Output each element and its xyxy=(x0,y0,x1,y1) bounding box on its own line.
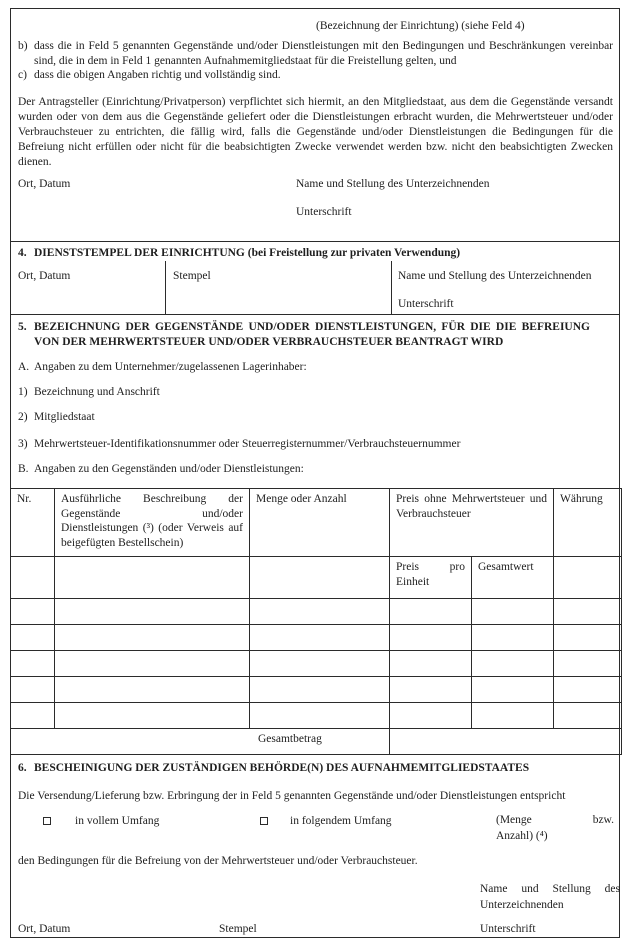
section4-name-stellung-label: Name und Stellung des Unterzeichnenden xyxy=(398,270,592,282)
menge-anzahl-line2: Anzahl) (⁴) xyxy=(496,829,548,842)
table-row xyxy=(11,625,622,651)
item-c-text: dass die obigen Angaben richtig und vollständig sind. xyxy=(34,69,281,81)
table-cell-empty xyxy=(554,557,622,599)
table-cell-empty xyxy=(11,677,55,703)
obligation-paragraph: Der Antragsteller (Einrichtung/Privatperson) verpflichtet sich hiermit, an den Mitgliedstaat, aus dem die Gegenstände versandt wurden oder von dem aus die Gegenstände geliefert oder die Dienstleistungen erbracht wurden, die Mehrwertsteuer und/oder Verbrauchsteuer zu entrichten, die fällig wird, falls die Gegenstände und/oder Dienstleistungen die Bedingungen für die Befreiung nicht erfüllen oder nicht für die beabsichtigten Zwecke verwendet werden bzw. nicht den beabsichtigten Zwecken dienen. xyxy=(18,96,613,168)
table-row xyxy=(11,703,622,729)
institution-designation-label: (Bezeichnung der Einrichtung) (siehe Feld 4) xyxy=(316,20,525,32)
item-2-text: Mitgliedstaat xyxy=(34,411,95,423)
section4-col-divider-2 xyxy=(391,261,392,314)
table-total-row xyxy=(11,729,622,755)
declaration-item-c xyxy=(18,68,613,83)
table-cell-empty xyxy=(250,703,390,729)
table-cell-empty xyxy=(55,677,250,703)
col-header-beschreibung: Ausführliche Beschreibung der Gegenstände und/oder Dienstleistungen (³) (oder Verweis auf beigefügten Bestellschein) xyxy=(55,489,250,557)
item-a-text: Angaben zu dem Unternehmer/zugelassenen Lagerinhaber: xyxy=(34,361,307,373)
item-b-marker: b) xyxy=(18,40,28,52)
item-3-text: Mehrwertsteuer-Identifikationsnummer oder Steuerregisternummer/Verbrauchsteuernummer xyxy=(34,438,461,450)
item-1-marker: 1) xyxy=(18,386,28,398)
table-cell-empty xyxy=(554,625,622,651)
section4-col-divider-1 xyxy=(165,261,166,314)
item-1-text: Bezeichnung und Anschrift xyxy=(34,386,160,398)
item-2-marker: 2) xyxy=(18,411,28,423)
section6-ort-datum-label: Ort, Datum xyxy=(18,923,71,935)
table-cell-empty xyxy=(250,557,390,599)
table-subheader-row xyxy=(11,557,622,599)
table-cell-empty xyxy=(250,651,390,677)
table-header-row xyxy=(11,489,622,557)
col-header-preis-einheit: Preis pro Einheit xyxy=(390,557,472,599)
table-cell-empty xyxy=(250,677,390,703)
col-header-nr: Nr. xyxy=(11,489,55,557)
section4-unterschrift-label: Unterschrift xyxy=(398,298,454,310)
section5-item-2 xyxy=(18,410,613,425)
goods-services-table xyxy=(10,488,622,755)
table-cell-empty xyxy=(554,677,622,703)
section6-heading xyxy=(18,761,613,776)
table-cell-empty xyxy=(55,557,250,599)
col-header-preis: Preis ohne Mehrwertsteuer und Verbrauchsteuer xyxy=(390,489,554,557)
table-cell-empty xyxy=(472,677,554,703)
table-cell-empty xyxy=(11,651,55,677)
top-name-stellung-label: Name und Stellung des Unterzeichnenden xyxy=(296,178,490,190)
item-c-marker: c) xyxy=(18,69,27,81)
table-row xyxy=(11,677,622,703)
section4-ort-datum-label: Ort, Datum xyxy=(18,270,71,282)
table-cell-empty xyxy=(11,625,55,651)
table-row xyxy=(11,651,622,677)
top-ort-datum-label: Ort, Datum xyxy=(18,178,71,190)
table-cell-empty xyxy=(55,599,250,625)
table-cell-empty xyxy=(390,677,472,703)
table-cell-empty xyxy=(11,599,55,625)
table-cell-empty xyxy=(55,703,250,729)
section5-title: BEZEICHNUNG DER GEGENSTÄNDE UND/ODER DIENSTLEISTUNGEN, FÜR DIE DIE BEFREIUNG VON DER MEHRWERTSTEUER UND/ODER VERBRAUCHSTEUER BEANTRAGT WIRD xyxy=(34,321,590,348)
table-cell-empty xyxy=(390,651,472,677)
table-cell-empty xyxy=(250,625,390,651)
table-cell-empty xyxy=(472,599,554,625)
table-cell-empty xyxy=(472,651,554,677)
table-cell-empty xyxy=(390,599,472,625)
table-cell-empty xyxy=(390,625,472,651)
menge-anzahl-line1 xyxy=(496,813,614,829)
table-cell-empty xyxy=(11,703,55,729)
option-partial-label: in folgendem Umfang xyxy=(290,815,392,827)
table-row xyxy=(11,599,622,625)
section6-number: 6. xyxy=(18,762,27,774)
item-b2-marker: B. xyxy=(18,463,29,475)
section6-unterschrift-label: Unterschrift xyxy=(480,923,536,935)
col-header-waehrung: Währung xyxy=(554,489,622,557)
section4-divider xyxy=(11,241,619,242)
item-3-marker: 3) xyxy=(18,438,28,450)
table-cell-empty xyxy=(390,703,472,729)
section5-number: 5. xyxy=(18,321,27,333)
table-cell-empty xyxy=(250,599,390,625)
table-cell-empty xyxy=(554,703,622,729)
menge-anzahl-l1b: bzw. xyxy=(592,814,614,826)
table-cell-empty xyxy=(472,703,554,729)
top-unterschrift-label: Unterschrift xyxy=(296,206,352,218)
table-cell-empty xyxy=(554,651,622,677)
section6-title: BESCHEINIGUNG DER ZUSTÄNDIGEN BEHÖRDE(N) DES AUFNAHMEMITGLIEDSTAATES xyxy=(34,762,530,774)
item-b2-text: Angaben zu den Gegenständen und/oder Dienstleistungen: xyxy=(34,463,304,475)
section6-name-stellung-label: Name und Stellung des Unterzeichnenden xyxy=(480,883,620,911)
section5-item-a xyxy=(18,360,613,375)
section5-item-1 xyxy=(18,385,613,400)
col-header-menge: Menge oder Anzahl xyxy=(250,489,390,557)
option-full-label: in vollem Umfang xyxy=(75,815,160,827)
col-header-gesamtwert: Gesamtwert xyxy=(472,557,554,599)
declaration-item-b xyxy=(18,39,613,69)
item-b-text: dass die in Feld 5 genannten Gegenstände und/oder Dienstleistungen mit den Bedingungen und Beschränkungen vereinbar sind, die in dem in Feld 1 genannten Aufnahmemitgliedstaat für die Freistellung gelten, und xyxy=(34,40,613,67)
section6-outro: den Bedingungen für die Befreiung von der Mehrwertsteuer und/oder Verbrauchsteuer. xyxy=(18,855,418,867)
table-cell-empty xyxy=(554,599,622,625)
checkbox-full-extent[interactable] xyxy=(43,817,51,825)
section4-heading xyxy=(18,246,613,261)
section5-divider xyxy=(11,314,619,315)
section4-number: 4. xyxy=(18,247,27,259)
section5-item-3 xyxy=(18,437,613,452)
checkbox-partial-extent[interactable] xyxy=(260,817,268,825)
gesamtbetrag-label: Gesamtbetrag xyxy=(11,729,390,755)
gesamtbetrag-value-cell xyxy=(390,729,622,755)
table-cell-empty xyxy=(55,625,250,651)
table-cell-empty xyxy=(472,625,554,651)
item-a-marker: A. xyxy=(18,361,30,373)
form-outer-border xyxy=(10,8,620,938)
section5-heading xyxy=(18,320,590,350)
menge-anzahl-note xyxy=(496,813,614,844)
section4-title: DIENSTSTEMPEL DER EINRICHTUNG (bei Freistellung zur privaten Verwendung) xyxy=(34,247,461,259)
menge-anzahl-l1a: (Menge xyxy=(496,814,532,826)
section6-intro: Die Versendung/Lieferung bzw. Erbringung der in Feld 5 genannten Gegenstände und/oder Dienstleistungen entspricht xyxy=(18,790,566,802)
section6-stempel-label: Stempel xyxy=(219,923,257,935)
table-cell-empty xyxy=(55,651,250,677)
table-cell-empty xyxy=(11,557,55,599)
section5-item-b xyxy=(18,462,613,477)
section4-stempel-label: Stempel xyxy=(173,270,211,282)
